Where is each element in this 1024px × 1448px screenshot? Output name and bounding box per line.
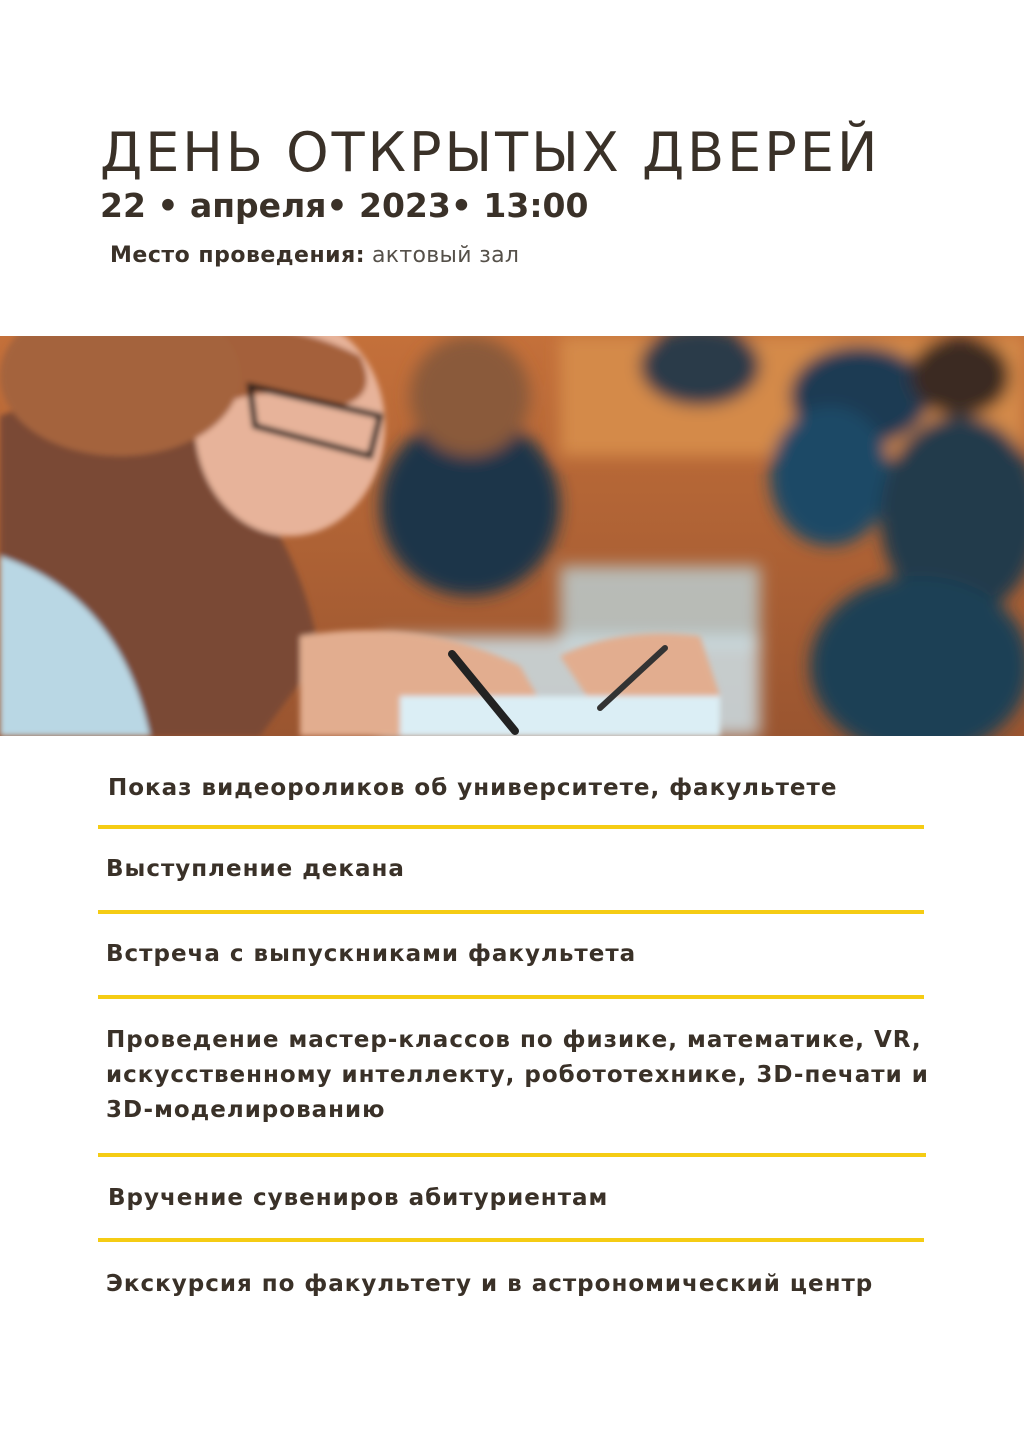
agenda-divider <box>98 995 924 999</box>
event-venue <box>110 242 519 270</box>
agenda-item-souvenirs: Вручение сувениров абитуриентам <box>108 1185 609 1211</box>
agenda-item-alumni-meeting: Встреча с выпускниками факультета <box>106 941 637 967</box>
agenda-divider <box>98 1153 926 1157</box>
agenda-divider <box>98 910 924 914</box>
photo-illustration <box>0 336 1024 736</box>
event-datetime: 22 • апреля• 2023• 13:00 <box>100 186 589 225</box>
venue-value: актовый зал <box>372 243 520 268</box>
agenda-divider <box>98 825 924 829</box>
agenda-divider <box>98 1238 924 1242</box>
agenda-item-master-classes: Проведение мастер-классов по физике, математике, VR, искусственному интеллекту, робототехнике, 3D-печати и 3D-моделированию <box>106 1027 929 1123</box>
agenda-item-videos: Показ видеороликов об университете, факультете <box>108 775 838 801</box>
students-writing-photo <box>0 336 1024 736</box>
page-title: ДЕНЬ ОТКРЫТЫХ ДВЕРЕЙ <box>100 121 881 185</box>
agenda-item-excursion: Экскурсия по факультету и в астрономический центр <box>106 1271 874 1297</box>
agenda-item-dean-speech: Выступление декана <box>106 856 405 882</box>
venue-label: Место проведения: <box>110 243 366 268</box>
